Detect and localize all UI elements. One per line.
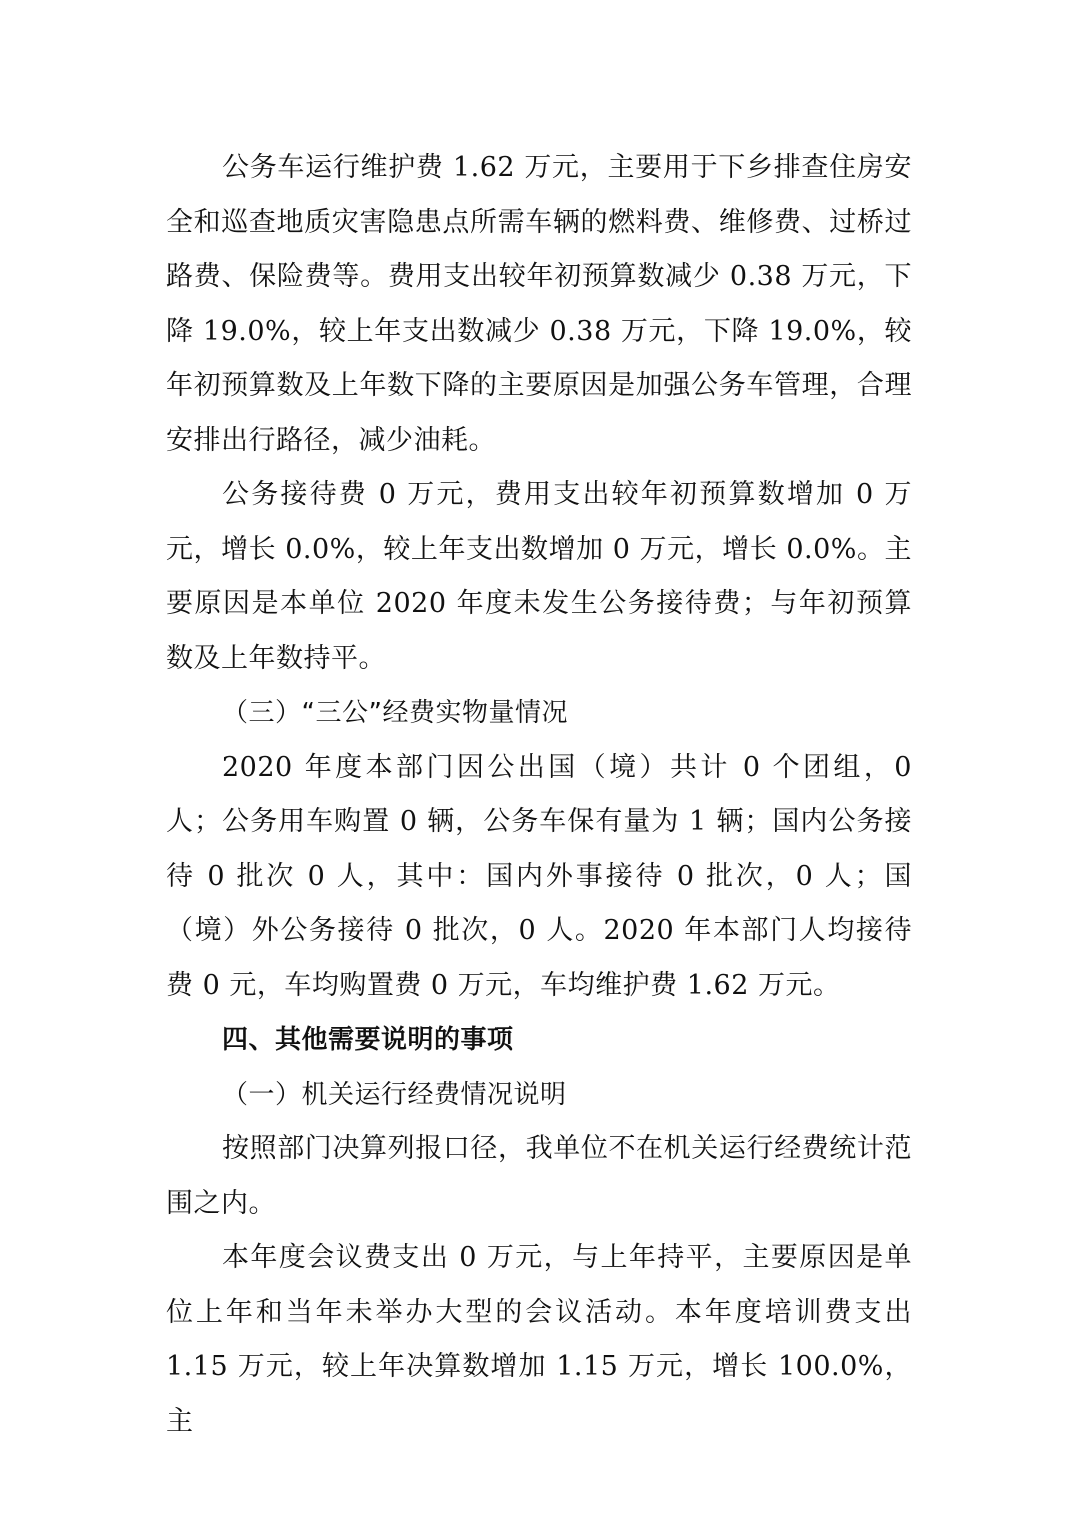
- paragraph-quantity-details: 2020 年度本部门因公出国（境）共计 0 个团组，0 人；公务用车购置 0 辆，公务车保有量为 1 辆；国内公务接待 0 批次 0 人，其中：国内外事接待 0 批次，0 人；国（境）外公务接待 0 批次，0 人。2020 年本部门人均接待费 0 元，车均购置费 0 万元，车均维护费 1.62 万元。: [166, 751, 912, 1001]
- document-body: [166, 141, 912, 1449]
- paragraph-meeting-training: 本年度会议费支出 0 万元，与上年持平，主要原因是单位上年和当年未举办大型的会议活动。本年度培训费支出 1.15 万元，较上年决算数增加 1.15 万元，增长 100.0%，主: [166, 1242, 912, 1437]
- subheading-operating-expense: （一）机关运行经费情况说明: [222, 1079, 567, 1110]
- paragraph-reception-expense: 公务接待费 0 万元，费用支出较年初预算数增加 0 万元，增长 0.0%，较上年支出数增加 0 万元，增长 0.0%。主要原因是本单位 2020 年度未发生公务接待费；与年初预算数及上年数持平。: [166, 479, 912, 674]
- paragraph-operating-scope: 按照部门决算列报口径，我单位不在机关运行经费统计范围之内。: [166, 1133, 912, 1219]
- subheading-three-public-quantity: （三）“三公”经费实物量情况: [222, 698, 568, 728]
- heading-other-matters: 四、其他需要说明的事项: [222, 1025, 514, 1055]
- paragraph-vehicle-maintenance: 公务车运行维护费 1.62 万元，主要用于下乡排查住房安全和巡查地质灾害隐患点所需车辆的燃料费、维修费、过桥过路费、保险费等。费用支出较年初预算数减少 0.38 万元，下降 19.0%，较上年支出数减少 0.38 万元，下降 19.0%，较年初预算数及上年数下降的主要原因是加强公务车管理，合理安排出行路径，减少油耗。: [166, 152, 912, 456]
